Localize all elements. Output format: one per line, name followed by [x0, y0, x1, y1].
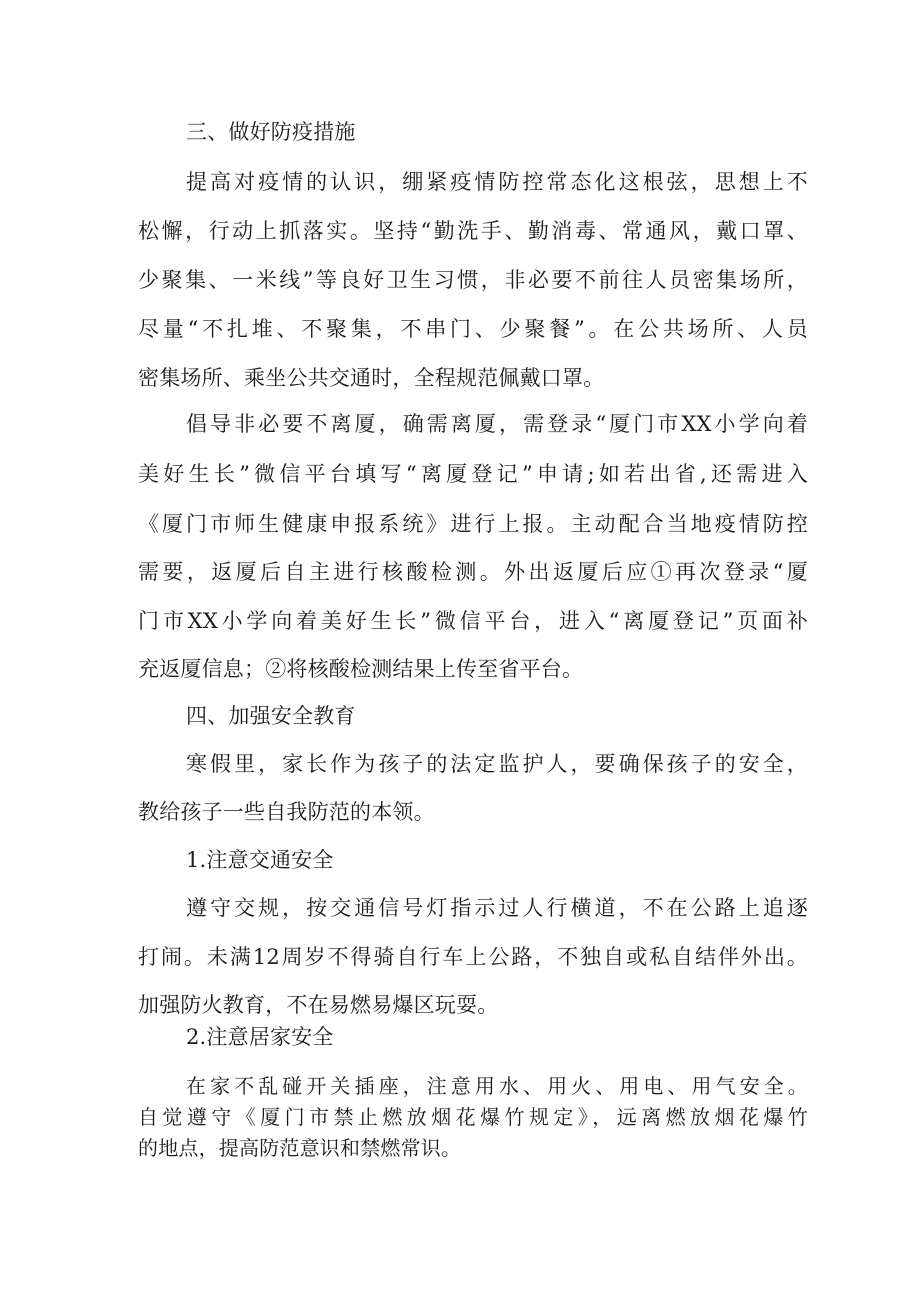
sub1-line-1: 遵守交规，按交通信号灯指示过人行横道，不在公路上追逐	[186, 896, 808, 920]
section-3-heading: 三、做好防疫措施	[186, 120, 356, 144]
s3-p2-line-4: 需要，返厦后自主进行核酸检测。外出返厦后应①再次登录“厦	[138, 560, 808, 584]
s3-p2-line-6: 充返厦信息；②将核酸检测结果上传至省平台。	[138, 657, 584, 681]
s3-p1-line-3: 少聚集、一米线”等良好卫生习惯，非必要不前往人员密集场所，	[138, 268, 808, 292]
sub1-heading: 1.注意交通安全	[186, 848, 334, 872]
s3-p2-line-5: 门市XX小学向着美好生长”微信平台，进入“离厦登记”页面补	[138, 609, 808, 633]
sub2-line-3: 的地点，提高防范意识和禁燃常识。	[138, 1136, 462, 1160]
s3-p1-line-2: 松懈，行动上抓落实。坚持“勤洗手、勤消毒、常通风，戴口罩、	[138, 219, 808, 243]
sub1-line-2: 打闹。未满12周岁不得骑自行车上公路，不独自或私自结伴外出。	[138, 945, 808, 969]
s4-intro-line-2: 教给孩子一些自我防范的本领。	[138, 800, 435, 824]
sub2-line-1: 在家不乱碰开关插座，注意用水、用火、用电、用气安全。	[186, 1074, 808, 1098]
s3-p1-line-4: 尽量“不扎堆、不聚集，不串门、少聚餐”。在公共场所、人员	[138, 317, 808, 341]
section-4-heading: 四、加强安全教育	[186, 704, 356, 728]
s4-intro-line-1: 寒假里，家长作为孩子的法定监护人，要确保孩子的安全，	[186, 752, 808, 776]
sub2-heading: 2.注意居家安全	[186, 1025, 334, 1049]
s3-p1-line-5: 密集场所、乘坐公共交通时，全程规范佩戴口罩。	[138, 366, 605, 390]
s3-p2-line-1: 倡导非必要不离厦，确需离厦，需登录“厦门市XX小学向着	[186, 412, 808, 436]
s3-p1-line-1: 提高对疫情的认识，绷紧疫情防控常态化这根弦，思想上不	[186, 170, 808, 194]
sub2-line-2: 自觉遵守《厦门市禁止燃放烟花爆竹规定》，远离燃放烟花爆竹	[138, 1105, 808, 1129]
s3-p2-line-2: 美好生长”微信平台填写“离厦登记”申请;如若出省,还需进入	[138, 462, 808, 486]
sub1-line-3: 加强防火教育，不在易燃易爆区玩耍。	[138, 993, 499, 1017]
s3-p2-line-3: 《厦门市师生健康申报系统》进行上报。主动配合当地疫情防控	[138, 512, 808, 536]
